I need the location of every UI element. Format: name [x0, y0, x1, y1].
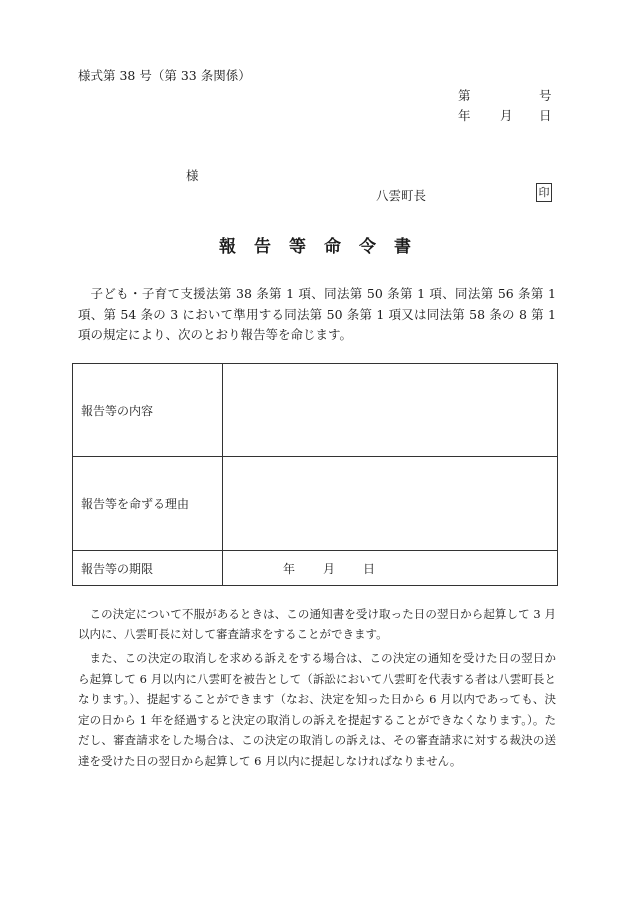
seal-mark: 印 — [536, 183, 552, 202]
issue-date-year: 年 — [458, 108, 471, 123]
table-row — [73, 551, 558, 586]
document-title: 報告等命令書 — [219, 237, 429, 257]
document-number-suffix: 号 — [539, 88, 552, 103]
row-label-deadline: 報告等の期限 — [73, 551, 223, 586]
table-row — [73, 364, 558, 457]
report-reason-field[interactable] — [223, 457, 558, 551]
report-content-field[interactable] — [223, 364, 558, 457]
row-label-reason: 報告等を命ずる理由 — [73, 457, 223, 551]
addressee-honorific: 様 — [186, 168, 199, 183]
issue-date-day: 日 — [539, 108, 552, 123]
issuer-name: 八雲町長 — [376, 188, 427, 203]
document-number-prefix: 第 — [458, 88, 471, 103]
table-row — [73, 457, 558, 551]
deadline-day: 日 — [363, 561, 376, 576]
issue-date-month: 月 — [500, 108, 513, 123]
lawsuit-note: また、この決定の取消しを求める訴えをする場合は、この決定の通知を受けた日の翌日から起算して 6 月以内に八雲町を被告として（訴訟において八雲町を代表する者は八雲町長となります。）、提起することができます（なお、決定を知った日から 6 月以内であっても、決定の日から 1 年を経過すると決定の取消しの訴えを提起することができなくなります。）。ただし、審査請求をした場合は、この決定の取消しの訴えは、その審査請求に対する裁決の送達を受けた日の翌日から起算して 6 月以内に提起しなければなりません。 — [78, 651, 556, 768]
row-label-content: 報告等の内容 — [73, 364, 223, 457]
form-number: 様式第 38 号（第 33 条関係） — [78, 68, 251, 83]
deadline-date-field[interactable] — [223, 551, 558, 586]
deadline-year: 年 — [283, 561, 296, 576]
body-paragraph: 子ども・子育て支援法第 38 条第 1 項、同法第 50 条第 1 項、同法第 56 条第 1 項、第 54 条の 3 において準用する同法第 50 条第 1 項又は同法第 58 条の 8 第 1 項の規定により、次のとおり報告等を命じます。 — [78, 286, 556, 342]
order-table — [72, 363, 558, 586]
deadline-month: 月 — [323, 561, 336, 576]
appeal-note: この決定について不服があるときは、この通知書を受け取った日の翌日から起算して 3 月以内に、八雲町長に対して審査請求をすることができます。 — [78, 607, 556, 641]
